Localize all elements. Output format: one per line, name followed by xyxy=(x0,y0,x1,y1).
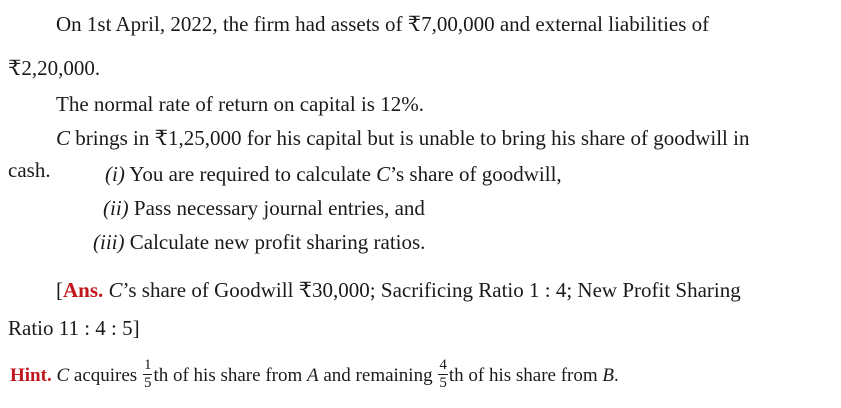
hint-line xyxy=(10,357,619,393)
partner-c: C xyxy=(56,126,71,150)
item-text: You are required to calculate xyxy=(124,162,377,186)
answer-line-2: Ratio 11 : 4 : 5] xyxy=(8,316,140,340)
answer-bracket: [ xyxy=(56,278,63,302)
question-item-1 xyxy=(105,164,562,185)
item-marker: (i) xyxy=(105,162,125,186)
answer-line-1 xyxy=(56,280,741,301)
question-item-2 xyxy=(103,198,425,219)
answer-label: Ans. xyxy=(63,278,104,302)
paragraph-3-text: brings in ₹1,25,000 for his capital but is unable to bring his share of goodwill in xyxy=(70,126,750,150)
fraction-denominator: 5 xyxy=(143,375,152,391)
paragraph-3-line-2: cash. xyxy=(8,158,51,182)
hint-text: acquires xyxy=(69,364,142,386)
hint-text: th of his share from xyxy=(448,364,603,386)
item-marker: (iii) xyxy=(93,230,125,254)
fraction-numerator: 1 xyxy=(143,357,152,373)
partner-c: C xyxy=(376,162,391,186)
hint-text: th of his share from xyxy=(153,364,308,386)
fraction-numerator: 4 xyxy=(439,357,447,373)
item-text: Calculate new profit sharing ratios. xyxy=(124,230,426,254)
item-marker: (ii) xyxy=(103,196,129,220)
item-text: ’s share of goodwill, xyxy=(390,162,562,186)
question-item-3 xyxy=(93,232,425,253)
fraction-one-fifth xyxy=(143,358,153,391)
partner-c: C xyxy=(56,364,70,386)
hint-text: . xyxy=(614,364,619,386)
paragraph-1-line-1: On 1st April, 2022, the firm had assets of ₹7,00,000 and external liabilities of xyxy=(56,12,710,36)
paragraph-1-line-2: ₹2,20,000. xyxy=(8,56,101,80)
hint-label: Hint. xyxy=(10,364,52,386)
hint-text: and remaining xyxy=(318,364,438,386)
partner-b: B xyxy=(602,364,615,386)
paragraph-2: The normal rate of return on capital is 12%. xyxy=(56,92,424,116)
answer-text: ’s share of Goodwill ₹30,000; Sacrificing Ratio 1 : 4; New Profit Sharing xyxy=(122,278,741,302)
item-text: Pass necessary journal entries, and xyxy=(128,196,425,220)
partner-c: C xyxy=(108,278,123,302)
paragraph-3-line-1 xyxy=(56,128,749,149)
fraction-denominator: 5 xyxy=(439,375,447,391)
partner-a: A xyxy=(307,364,319,386)
fraction-four-fifths xyxy=(438,358,448,391)
